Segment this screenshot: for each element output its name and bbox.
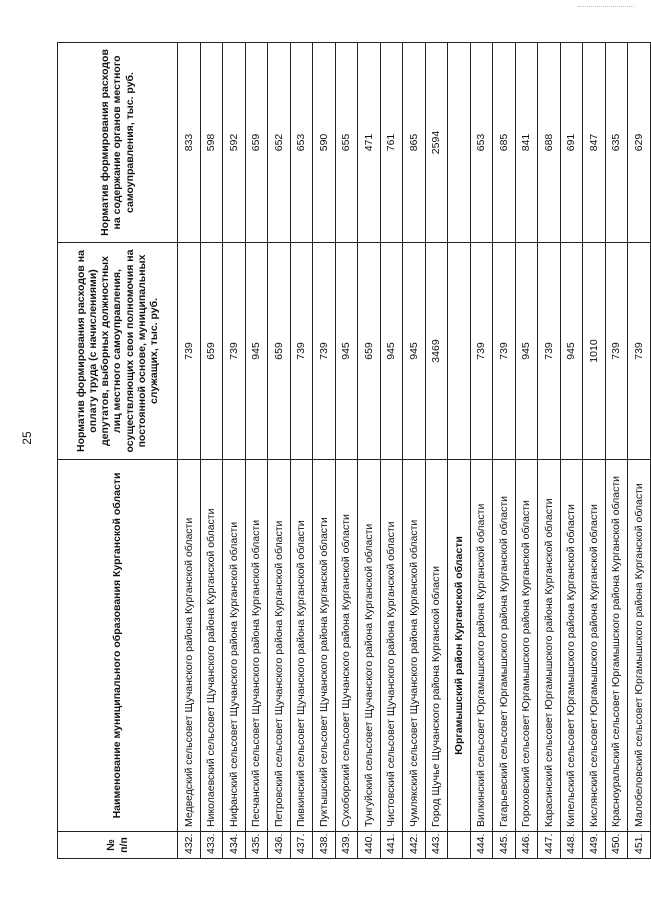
row-number: 451. [628, 832, 651, 859]
section-empty-cell [448, 832, 471, 859]
wage-norm-value: 945 [335, 243, 358, 460]
table-row [493, 43, 516, 859]
maintenance-norm-value: 592 [223, 43, 246, 243]
wage-norm-value: 739 [493, 243, 516, 460]
municipality-name: Кислянский сельсовет Юргамышского района Курганской области [583, 460, 606, 832]
municipality-name: Чистовский сельсовет Щучанского района Курганской области [380, 460, 403, 832]
table-row [470, 43, 493, 859]
header-num: № п/п [58, 832, 178, 859]
table-body [178, 43, 651, 859]
municipality-name: Николаевский сельсовет Щучанского района Курганской области [200, 460, 223, 832]
municipality-name: Карасинский сельсовет Юргамышского района Курганской области [538, 460, 561, 832]
row-number: 437. [290, 832, 313, 859]
municipality-name: Гагарьевский сельсовет Юргамышского района Курганской области [493, 460, 516, 832]
row-number: 443. [425, 832, 448, 859]
municipality-name: Медведский сельсовет Щучанского района Курганской области [178, 460, 201, 832]
table-row [335, 43, 358, 859]
maintenance-norm-value: 653 [290, 43, 313, 243]
municipality-name: Нифанский сельсовет Щучанского района Курганской области [223, 460, 246, 832]
maintenance-norm-value: 691 [560, 43, 583, 243]
row-number: 446. [515, 832, 538, 859]
municipality-name: Город Щучье Щучанского района Курганской области [425, 460, 448, 832]
row-number: 436. [268, 832, 291, 859]
row-number: 439. [335, 832, 358, 859]
table-row [313, 43, 336, 859]
maintenance-norm-value: 629 [628, 43, 651, 243]
row-number: 432. [178, 832, 201, 859]
row-number: 449. [583, 832, 606, 859]
section-empty-cell [448, 243, 471, 460]
table-row [583, 43, 606, 859]
wage-norm-value: 945 [515, 243, 538, 460]
row-number: 445. [493, 832, 516, 859]
wage-norm-value: 739 [313, 243, 336, 460]
row-number: 444. [470, 832, 493, 859]
wage-norm-value: 945 [560, 243, 583, 460]
table-row [538, 43, 561, 859]
row-number: 448. [560, 832, 583, 859]
municipality-name: Вилкинский сельсовет Юргамышского района Курганской области [470, 460, 493, 832]
table-row [605, 43, 628, 859]
municipality-name: Пивкинский сельсовет Щучанского района Курганской области [290, 460, 313, 832]
wage-norm-value: 3469 [425, 243, 448, 460]
maintenance-norm-value: 865 [403, 43, 426, 243]
maintenance-norm-value: 847 [583, 43, 606, 243]
wage-norm-value: 659 [358, 243, 381, 460]
wage-norm-value: 659 [268, 243, 291, 460]
municipality-name: Сухоборский сельсовет Щучанского района Курганской области [335, 460, 358, 832]
table-row [223, 43, 246, 859]
maintenance-norm-value: 653 [470, 43, 493, 243]
maintenance-norm-value: 598 [200, 43, 223, 243]
municipality-name: Чумлякский сельсовет Щучанского района Курганской области [403, 460, 426, 832]
table-row [628, 43, 651, 859]
municipality-name: Красноуральский сельсовет Юргамышского района Курганской области [605, 460, 628, 832]
table-row [290, 43, 313, 859]
wage-norm-value: 945 [380, 243, 403, 460]
table-row [268, 43, 291, 859]
municipality-name: Песчанский сельсовет Щучанского района Курганской области [245, 460, 268, 832]
maintenance-norm-value: 841 [515, 43, 538, 243]
wage-norm-value: 739 [538, 243, 561, 460]
maintenance-norm-value: 685 [493, 43, 516, 243]
wage-norm-value: 659 [200, 243, 223, 460]
municipality-name: Тунгуйский сельсовет Щучанского района Курганской области [358, 460, 381, 832]
maintenance-norm-value: 761 [380, 43, 403, 243]
table-row [358, 43, 381, 859]
maintenance-norm-value: 635 [605, 43, 628, 243]
municipality-name: Петровский сельсовет Щучанского района Курганской области [268, 460, 291, 832]
page-number: 25 [20, 431, 34, 445]
wage-norm-value: 739 [178, 243, 201, 460]
maintenance-norm-value: 659 [245, 43, 268, 243]
table-row [425, 43, 448, 859]
municipality-name: Пуктышский сельсовет Щучанского района Курганской области [313, 460, 336, 832]
maintenance-norm-value: 833 [178, 43, 201, 243]
table-row [403, 43, 426, 859]
row-number: 440. [358, 832, 381, 859]
row-number: 438. [313, 832, 336, 859]
wage-norm-value: 739 [290, 243, 313, 460]
section-title: Юргамышский район Курганской области [448, 460, 471, 832]
row-number: 447. [538, 832, 561, 859]
table-header [58, 43, 178, 859]
row-number: 433. [200, 832, 223, 859]
municipality-name: Кипельский сельсовет Юргамышского района Курганской области [560, 460, 583, 832]
header-wage: Норматив формирования расходов на оплату труда (с начислениями) депутатов, выборных должностных лиц местного самоуправления, осуществляющих свои полномочия на постоянной основе, муниципальных служащих, тыс. руб. [58, 243, 178, 460]
municipality-name: Малобеловский сельсовет Юргамышского района Курганской области [628, 460, 651, 832]
table-row [380, 43, 403, 859]
wage-norm-value: 945 [245, 243, 268, 460]
section-empty-cell [448, 43, 471, 243]
maintenance-norm-value: 2594 [425, 43, 448, 243]
maintenance-norm-value: 471 [358, 43, 381, 243]
row-number: 450. [605, 832, 628, 859]
table-row [515, 43, 538, 859]
row-number: 435. [245, 832, 268, 859]
wage-norm-value: 1010 [583, 243, 606, 460]
wage-norm-value: 739 [628, 243, 651, 460]
wage-norm-value: 739 [605, 243, 628, 460]
table-row [200, 43, 223, 859]
maintenance-norm-value: 688 [538, 43, 561, 243]
norms-table [57, 42, 651, 859]
table-row [245, 43, 268, 859]
section-row [448, 43, 471, 859]
maintenance-norm-value: 655 [335, 43, 358, 243]
maintenance-norm-value: 652 [268, 43, 291, 243]
row-number: 441. [380, 832, 403, 859]
header-norm: Норматив формирования расходов на содержание органов местного самоуправления, тыс. руб. [58, 43, 178, 243]
table-row [178, 43, 201, 859]
row-number: 434. [223, 832, 246, 859]
wage-norm-value: 945 [403, 243, 426, 460]
table-row [560, 43, 583, 859]
maintenance-norm-value: 590 [313, 43, 336, 243]
row-number: 442. [403, 832, 426, 859]
header-name: Наименование муниципального образования Курганской области [58, 460, 178, 832]
wage-norm-value: 739 [470, 243, 493, 460]
wage-norm-value: 739 [223, 243, 246, 460]
municipality-name: Гороховский сельсовет Юргамышского района Курганской области [515, 460, 538, 832]
